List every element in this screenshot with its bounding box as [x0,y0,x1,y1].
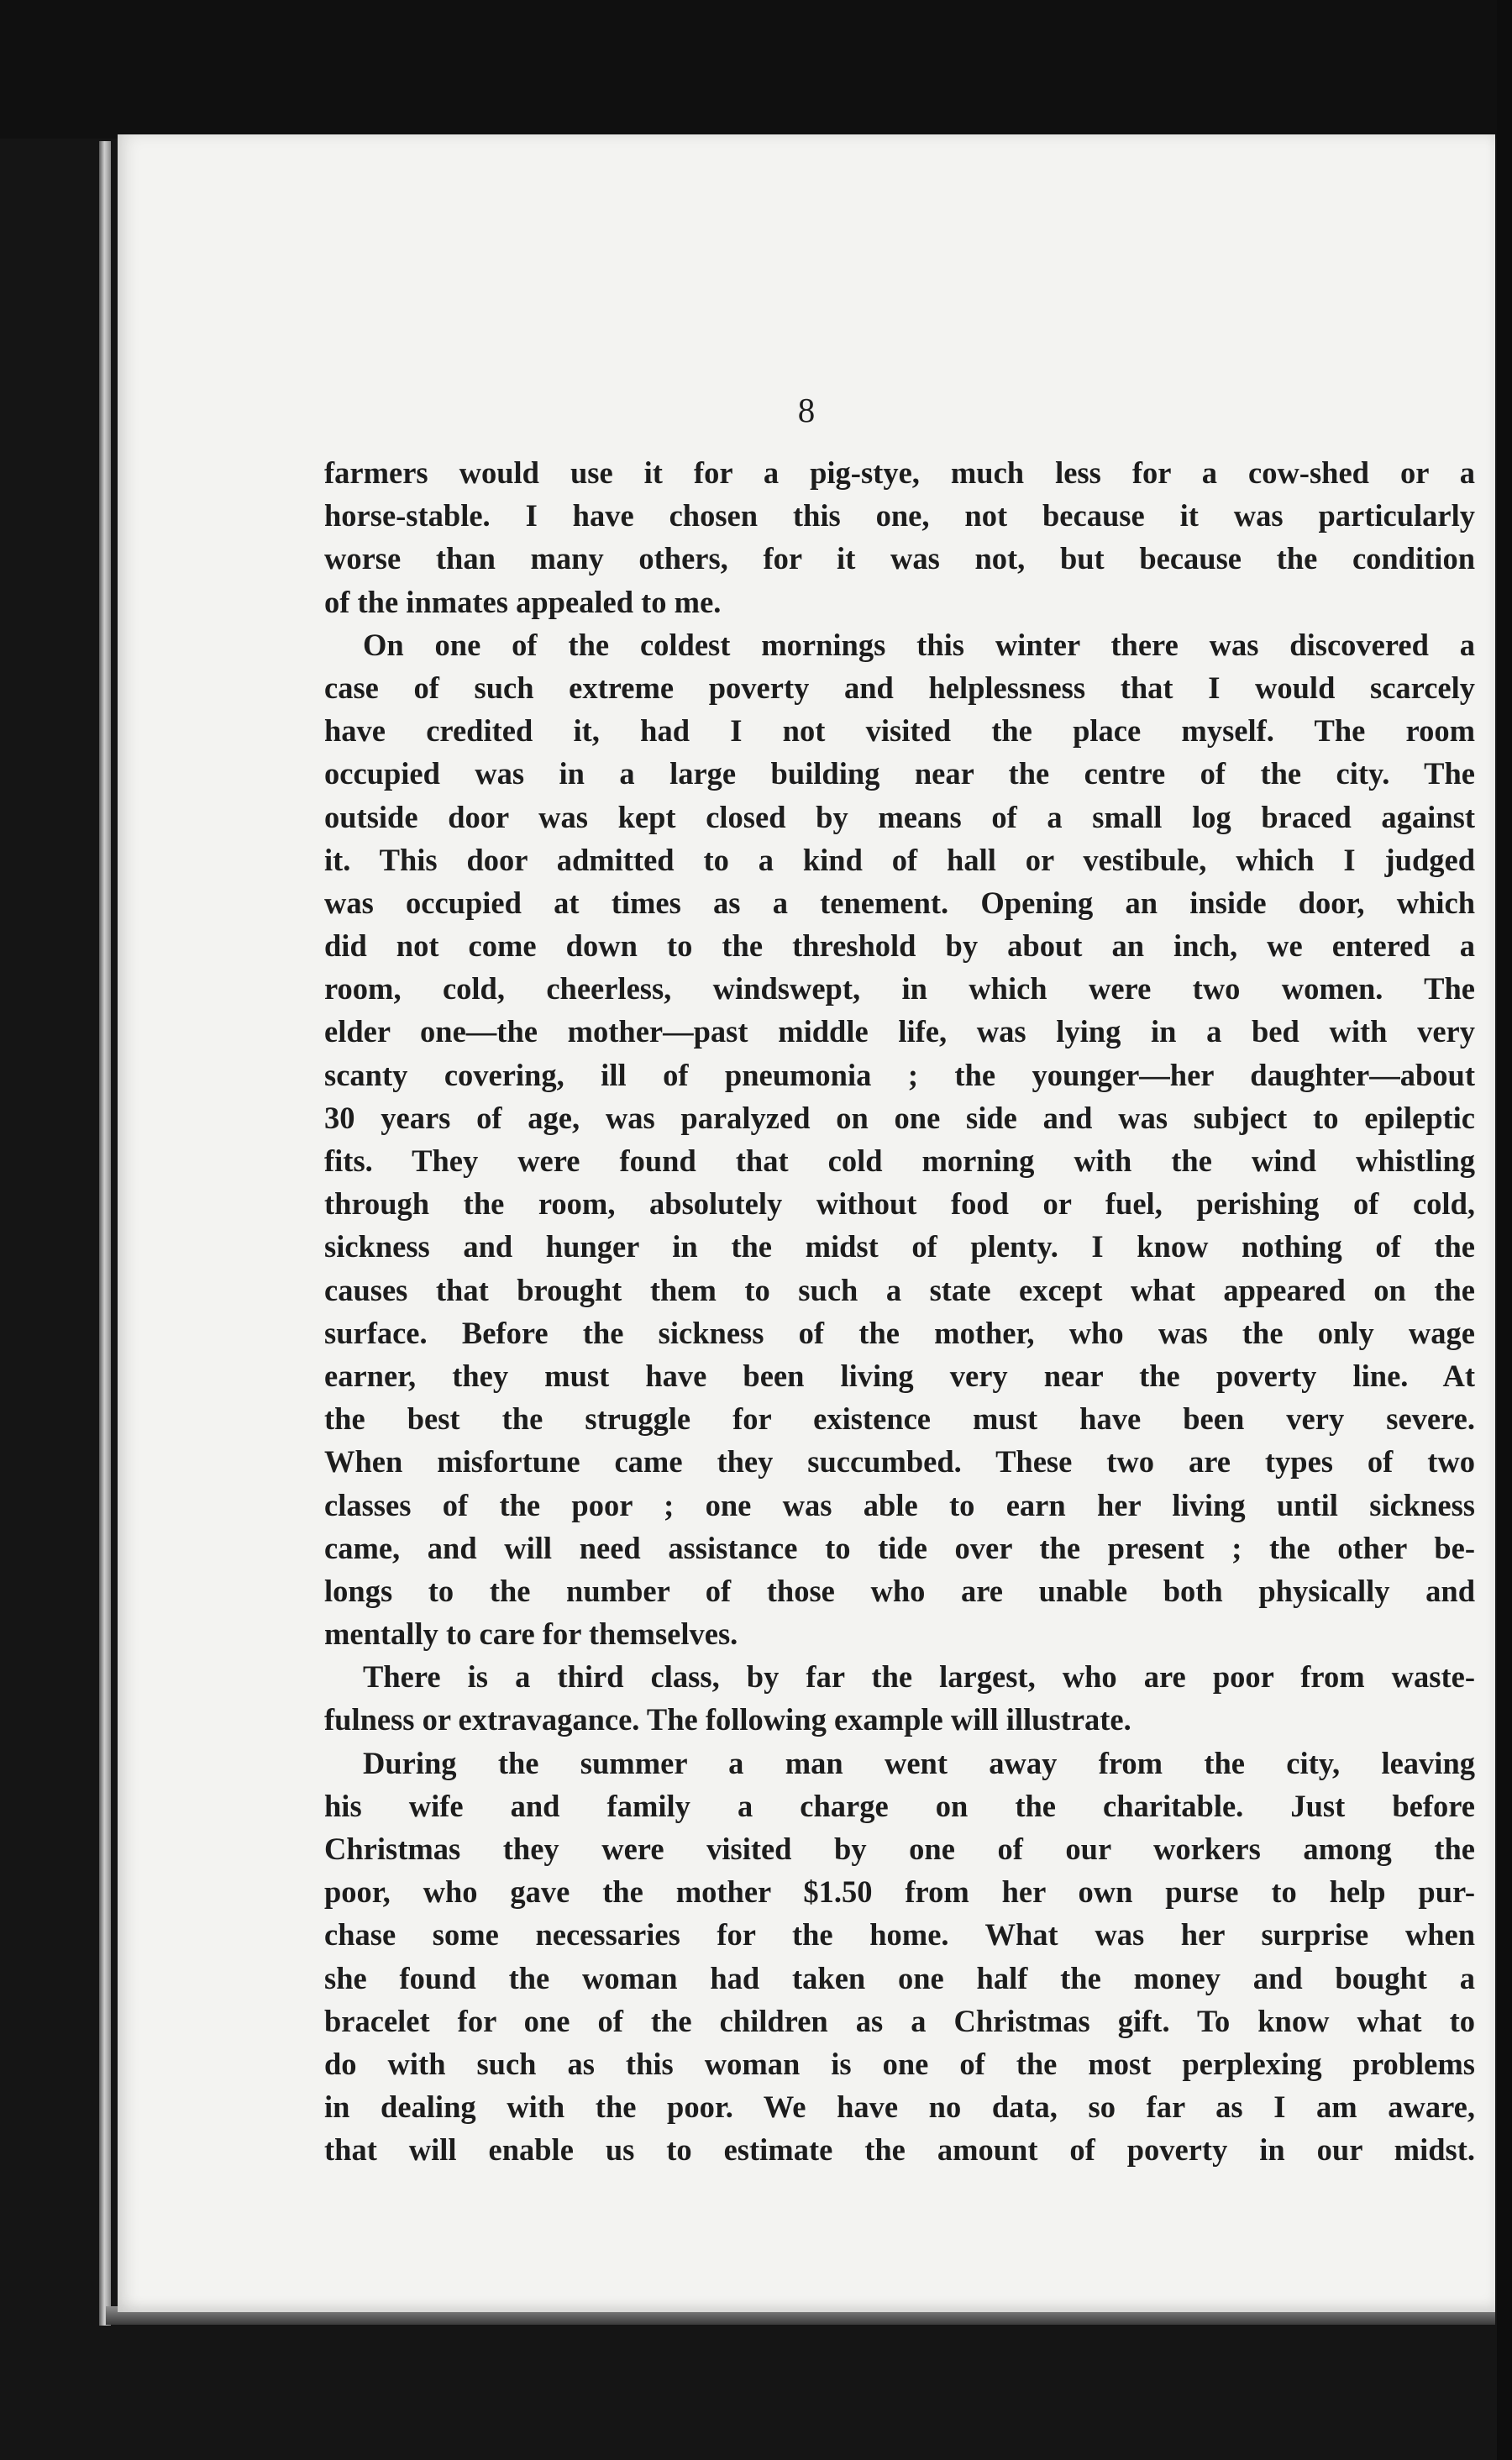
text-line: his wife and family a charge on the charitable. Just before [324,1788,1475,1823]
text-line: room, cold, cheerless, windswept, in which were two women. The [324,971,1475,1007]
text-line: it. This door admitted to a kind of hall or vestibule, which I judged [324,842,1475,877]
body-text [324,451,1475,2172]
book-page-edge [99,141,111,2326]
text-line: have credited it, had I not visited the place myself. The room [324,713,1475,749]
text-line: farmers would use it for a pig-stye, much less for a cow-shed or a [324,455,1475,490]
text-line: came, and will need assistance to tide over the present ; the other be- [324,1530,1475,1565]
text-line: of the inmates appealed to me. [324,584,722,619]
text-line: When misfortune came they succumbed. These two are types of two [324,1444,1475,1480]
text-line: scanty covering, ill of pneumonia ; the younger—her daughter—about [324,1057,1475,1092]
scan-top-margin [0,0,1512,139]
text-line: classes of the poor ; one was able to earn her living until sickness [324,1487,1475,1522]
text-line: causes that brought them to such a state except what appeared on the [324,1272,1475,1307]
text-line: horse-stable. I have chosen this one, not because it was particularly [324,498,1475,534]
book-page [118,134,1495,2312]
text-line: earner, they must have been living very near the poverty line. At [324,1358,1475,1393]
text-line: case of such extreme poverty and helplessness that I would scarcely [324,670,1475,705]
text-line: the best the struggle for existence must have been very severe. [324,1401,1475,1437]
text-line: bracelet for one of the children as a Christmas gift. To know what to [324,2003,1475,2038]
text-line: did not come down to the threshold by about an inch, we entered a [324,928,1475,964]
text-line: fulness or extravagance. The following example will illustrate. [324,1702,1131,1737]
text-line: There is a third class, by far the largest, who are poor from waste- [363,1659,1475,1695]
text-line: mentally to care for themselves. [324,1616,738,1652]
text-line: During the summer a man went away from the city, leaving [363,1745,1475,1780]
text-line: On one of the coldest mornings this winter there was discovered a [363,627,1475,662]
text-line: worse than many others, for it was not, but because the condition [324,541,1475,576]
text-line: occupied was in a large building near the centre of the city. The [324,756,1475,791]
text-line: elder one—the mother—past middle life, was lying in a bed with very [324,1014,1475,1049]
page-number: 8 [797,391,816,429]
text-line: through the room, absolutely without food or fuel, perishing of cold, [324,1186,1475,1222]
text-line: chase some necessaries for the home. What was her surprise when [324,1917,1475,1953]
text-line: was occupied at times as a tenement. Opening an inside door, which [324,885,1475,920]
text-line: that will enable us to estimate the amount of poverty in our midst. [324,2132,1475,2168]
text-line: poor, who gave the mother $1.50 from her own purse to help pur- [324,1874,1475,1910]
text-line: Christmas they were visited by one of our workers among the [324,1832,1475,1866]
text-line: fits. They were found that cold morning with the wind whistling [324,1143,1475,1178]
scan-right-margin [1497,0,1512,2460]
text-line: she found the woman had taken one half the money and bought a [324,1960,1475,1995]
text-line: in dealing with the poor. We have no data, so far as I am aware, [324,2089,1475,2125]
text-line: longs to the number of those who are unable both physically and [324,1573,1475,1608]
text-line: outside door was kept closed by means of a small log braced against [324,799,1475,834]
text-line: do with such as this woman is one of the most perplexing problems [324,2046,1475,2081]
text-line: sickness and hunger in the midst of plenty. I know nothing of the [324,1229,1475,1264]
text-line: surface. Before the sickness of the mother, who was the only wage [324,1315,1475,1350]
text-line: 30 years of age, was paralyzed on one side and was subject to epileptic [324,1100,1475,1135]
